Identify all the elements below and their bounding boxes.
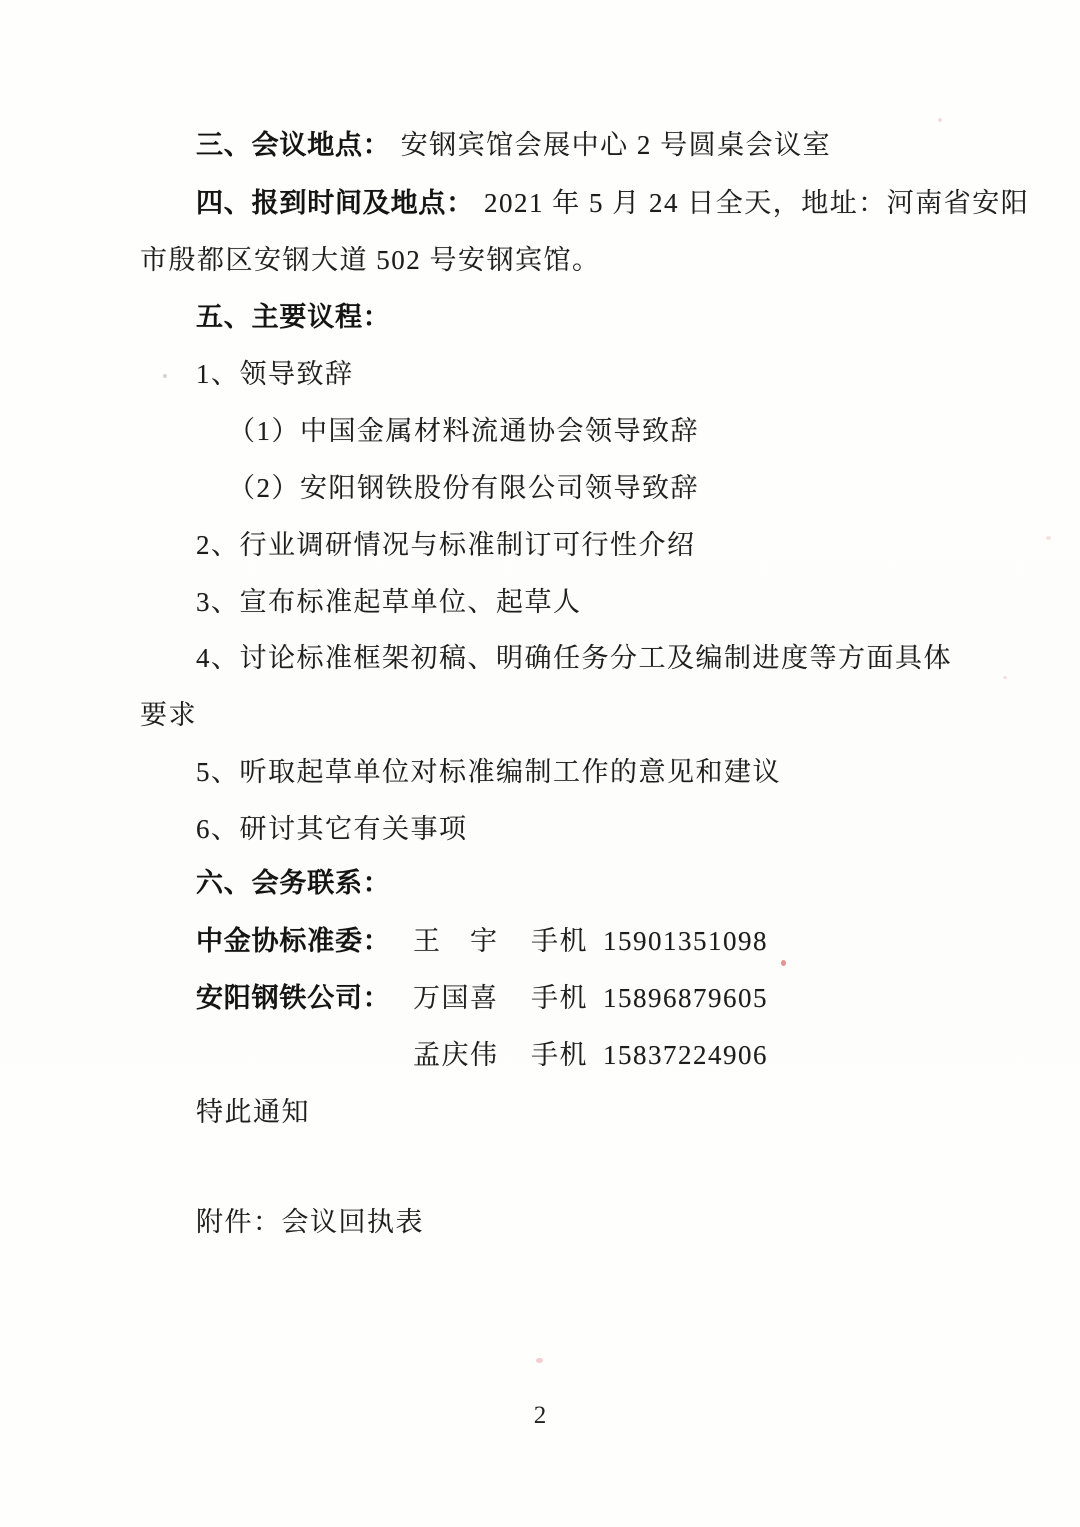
- contact-phone-label: 手机: [531, 983, 588, 1013]
- contact-name: 万国喜: [413, 983, 499, 1013]
- page-number: 2: [533, 1402, 547, 1429]
- section-contacts-label: 六、会务联系：: [196, 868, 391, 898]
- agenda-item: 2、行业调研情况与标准制订可行性介绍: [196, 530, 696, 560]
- contact-phone-number: 15901351098: [603, 926, 768, 956]
- section-registration-continuation: 市殷都区安钢大道 502 号安钢宾馆。: [140, 245, 601, 275]
- contact-phone-number: 15896879605: [603, 983, 768, 1013]
- agenda-item: 6、研讨其它有关事项: [196, 814, 468, 844]
- section-venue: [196, 128, 831, 162]
- scan-artifact: [536, 1358, 543, 1363]
- scan-artifact: [1046, 536, 1051, 540]
- scan-artifact: [1003, 676, 1007, 679]
- contact-org: 中金协标准委：: [196, 926, 391, 956]
- agenda-item: 1、领导致辞: [196, 359, 354, 389]
- agenda-item: 5、听取起草单位对标准编制工作的意见和建议: [196, 757, 781, 787]
- agenda-item: 3、宣布标准起草单位、起草人: [196, 587, 582, 617]
- contact-phone-label: 手机: [531, 926, 588, 956]
- contact-name: 王 宇: [413, 926, 499, 956]
- contact-org: 安阳钢铁公司：: [196, 983, 391, 1013]
- contact-row: [196, 981, 768, 1015]
- contact-phone-number: 15837224906: [603, 1040, 768, 1070]
- agenda-item: （1）中国金属材料流通协会领导致辞: [228, 416, 699, 446]
- section-registration: [196, 186, 1029, 220]
- agenda-item: 4、讨论标准框架初稿、明确任务分工及编制进度等方面具体: [196, 643, 952, 673]
- contact-name: 孟庆伟: [413, 1040, 499, 1070]
- attachment-note: 附件：会议回执表: [196, 1207, 424, 1237]
- section-agenda-label: 五、主要议程：: [196, 302, 391, 332]
- contact-row: [196, 924, 768, 958]
- agenda-item: （2）安阳钢铁股份有限公司领导致辞: [228, 473, 699, 503]
- contact-row: [196, 1038, 768, 1072]
- section-venue-label: 三、会议地点：: [196, 130, 391, 160]
- closing-statement: 特此通知: [196, 1097, 310, 1127]
- section-venue-text: 安钢宾馆会展中心 2 号圆桌会议室: [400, 130, 832, 160]
- section-registration-label: 四、报到时间及地点：: [196, 188, 474, 218]
- scan-artifact: [938, 118, 942, 122]
- scan-artifact: [781, 960, 786, 966]
- contact-phone-label: 手机: [531, 1040, 588, 1070]
- scan-artifact: [163, 374, 167, 378]
- section-registration-text: 2021 年 5 月 24 日全天，地址：河南省安阳: [484, 188, 1030, 218]
- agenda-item-continuation: 要求: [140, 700, 197, 730]
